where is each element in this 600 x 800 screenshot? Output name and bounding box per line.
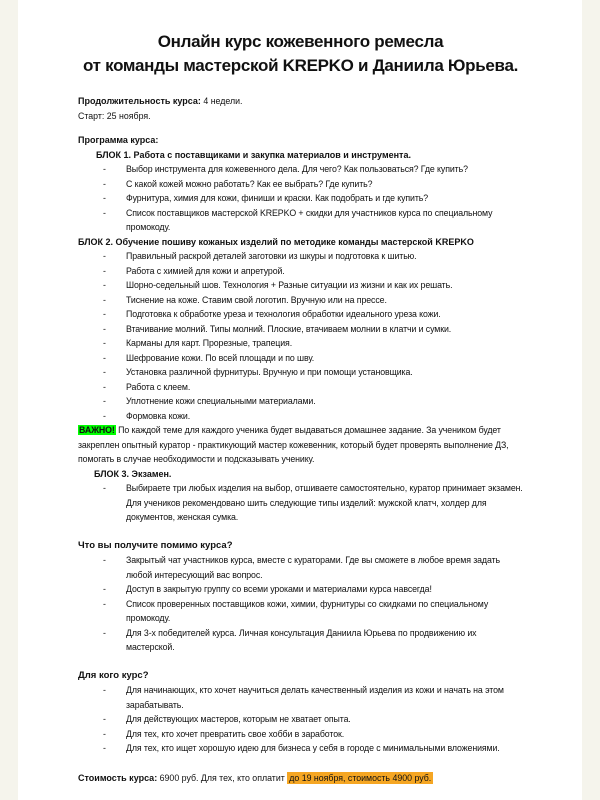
list-item-text: Уплотнение кожи специальными материалами. <box>126 396 316 406</box>
list-item <box>103 626 523 655</box>
bullet-dash: - <box>103 251 106 261</box>
program-heading: Программа курса: <box>78 135 159 145</box>
important-label: ВАЖНО! <box>79 425 115 435</box>
list-item <box>103 351 523 366</box>
block3-title: БЛОК 3. Экзамен. <box>94 468 172 479</box>
list-item-text: Шорно-седельный шов. Технология + Разные ситуации из жизни и как их решать. <box>126 280 453 290</box>
list-item <box>103 409 523 424</box>
bullet-dash: - <box>103 323 106 334</box>
bullet-dash: - <box>103 352 106 363</box>
list-item <box>103 380 523 395</box>
list-item <box>103 597 523 626</box>
list-item-text: Доступ в закрытую группу со всеми уроками и материалами курса навсегда! <box>126 584 432 594</box>
price-highlight: до 19 ноября, стоимость 4900 руб. <box>289 772 432 783</box>
audience-heading: Для кого курс? <box>78 669 149 681</box>
bullet-dash: - <box>103 728 106 739</box>
list-item <box>103 553 523 582</box>
block1-title: БЛОК 1. Работа с поставщиками и закупка материалов и инструмента. <box>96 149 411 160</box>
course-meta <box>78 94 523 123</box>
page-title <box>78 30 523 78</box>
list-item <box>103 278 523 293</box>
list-item <box>103 712 523 727</box>
list-item <box>103 582 523 597</box>
benefits-section <box>78 539 523 655</box>
bullet-dash: - <box>103 410 106 421</box>
price-label: Стоимость курса: <box>78 772 158 783</box>
duration-label: Продолжительность курса: <box>78 96 201 106</box>
bullet-dash: - <box>103 207 106 218</box>
list-item-text: Фурнитура, химия для кожи, финиши и краски. Как подобрать и где купить? <box>126 193 429 203</box>
bullet-dash: - <box>103 584 106 594</box>
list-item-text: Выбор инструмента для кожевенного дела. Для чего? Как пользоваться? Где купить? <box>126 164 468 174</box>
price-regular-text: 6900 руб. Для тех, кто оплатит <box>157 772 288 783</box>
list-item-text: Карманы для карт. Прорезные, трапеция. <box>126 338 293 348</box>
block2-title: БЛОК 2. Обучение пошиву кожаных изделий по методике команды мастерской KREPKO <box>78 236 474 247</box>
bullet-dash: - <box>103 598 106 609</box>
bullet-dash: - <box>103 164 106 174</box>
list-item <box>103 336 523 351</box>
bullet-dash: - <box>103 396 106 406</box>
bullet-dash: - <box>103 714 106 724</box>
bullet-dash: - <box>103 294 106 305</box>
important-note <box>78 423 523 467</box>
list-item-text: Работа с клеем. <box>126 381 191 392</box>
list-item-text: Для тех, кто хочет превратить свое хобби в заработок. <box>126 728 345 739</box>
bullet-dash: - <box>103 743 106 753</box>
duration-line <box>78 94 523 109</box>
list-item <box>103 249 523 264</box>
page-title-line1: Онлайн курс кожевенного ремесла <box>157 32 444 51</box>
bullet-dash: - <box>103 555 106 565</box>
list-item <box>103 741 523 756</box>
audience-section <box>78 669 523 756</box>
list-item <box>103 206 523 235</box>
list-item-text: Закрытый чат участников курса, вместе с кураторами. Где вы сможете в любое время задать любой интересующий вас вопрос. <box>126 555 500 580</box>
page-title-line2: от команды мастерской KREPKO и Даниила Юрьева. <box>82 56 519 75</box>
price-line <box>78 771 523 786</box>
important-text: По каждой теме для каждого ученика будет выдаваться домашнее задание. За учеником будет закреплен опытный куратор - практикующий мастер кожевенник, который будет проверять выполнение ДЗ, помогать в случае необходимости и подсказывать ученику. <box>78 425 509 464</box>
duration-value: 4 недели. <box>203 96 243 106</box>
bullet-dash: - <box>103 367 106 377</box>
list-item-text: Формовка кожи. <box>126 410 191 421</box>
list-item <box>103 162 523 177</box>
list-item-text: Для 3-х победителей курса. Личная консультация Даниила Юрьева по продвижению их мастерской. <box>126 627 477 652</box>
list-item <box>103 191 523 206</box>
bullet-dash: - <box>103 685 106 695</box>
list-item <box>103 293 523 308</box>
list-item-text: Выбираете три любых изделия на выбор, отшиваете самостоятельно, куратор принимает экзамен. Для учеников рекомендовано шить следующие типы изделий: мужской клатч, холдер для документов, женская сумка. <box>126 483 523 522</box>
list-item <box>103 683 523 712</box>
list-item <box>103 481 523 525</box>
bullet-dash: - <box>103 280 106 290</box>
benefits-heading: Что вы получите помимо курса? <box>78 539 233 551</box>
bullet-dash: - <box>103 193 106 203</box>
list-item-text: Втачивание молний. Типы молний. Плоские, втачиваем молнии в клатчи и сумки. <box>126 323 452 334</box>
list-item-text: Подготовка к обработке уреза и технология обработки идеального уреза кожи. <box>126 309 441 319</box>
list-item <box>103 322 523 337</box>
list-item <box>103 177 523 192</box>
list-item <box>103 394 523 409</box>
list-item-text: Правильный раскрой деталей заготовки из шкуры и подготовка к шитью. <box>126 251 417 261</box>
list-item-text: Для тех, кто ищет хорошую идею для бизнеса у себя в городе с минимальными вложениями. <box>126 743 500 753</box>
list-item <box>103 727 523 742</box>
list-item-text: С какой кожей можно работать? Как ее выбрать? Где купить? <box>126 178 373 189</box>
list-item <box>103 365 523 380</box>
bullet-dash: - <box>103 338 106 348</box>
bullet-dash: - <box>103 381 106 392</box>
bullet-dash: - <box>103 483 106 493</box>
document-page <box>18 0 582 800</box>
list-item-text: Работа с химией для кожи и апретурой. <box>126 265 285 276</box>
list-item <box>103 307 523 322</box>
list-item-text: Установка различной фурнитуры. Вручную и при помощи установщика. <box>126 367 413 377</box>
bullet-dash: - <box>103 178 106 189</box>
bullet-dash: - <box>103 309 106 319</box>
bullet-dash: - <box>103 627 106 638</box>
bullet-dash: - <box>103 265 106 276</box>
start-line: Старт: 25 ноября. <box>78 110 151 121</box>
list-item-text: Шефрование кожи. По всей площади и по шву. <box>126 352 315 363</box>
list-item-text: Для начинающих, кто хочет научиться делать качественный изделия из кожи и начать на этом зарабатывать. <box>126 685 504 710</box>
list-item-text: Для действующих мастеров, которым не хватает опыта. <box>126 714 351 724</box>
list-item-text: Список проверенных поставщиков кожи, химии, фурнитуры со скидками по специальному промокоду. <box>126 598 489 623</box>
program-section <box>78 133 523 525</box>
list-item-text: Тиснение на коже. Ставим свой логотип. Вручную или на прессе. <box>126 294 387 305</box>
list-item-text: Список поставщиков мастерской KREPKO + скидки для участников курса по специальному промокоду. <box>126 207 493 232</box>
list-item <box>103 264 523 279</box>
